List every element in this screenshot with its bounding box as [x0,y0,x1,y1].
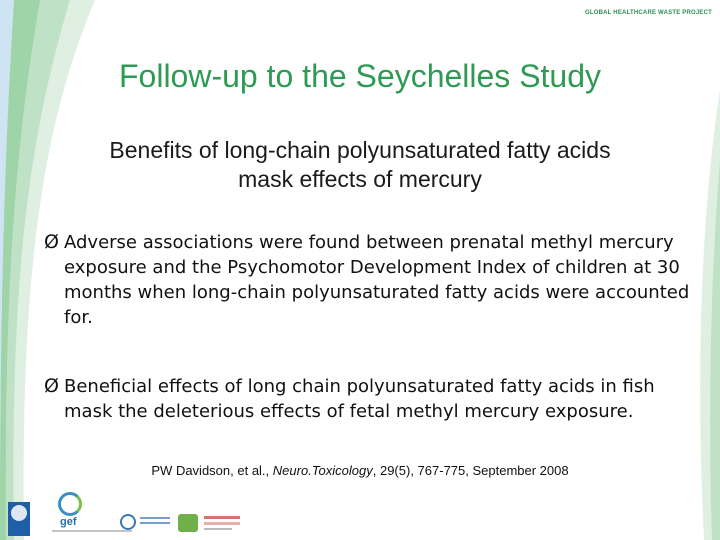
arrow-bullet-icon: Ø [44,375,59,397]
footer-logos [8,492,268,538]
arrow-bullet-icon: Ø [44,231,59,253]
citation-authors: PW Davidson, et al., [151,463,273,478]
bullet-item [44,374,694,424]
unep-logo-icon [204,514,244,532]
citation-details: , 29(5), 767-775, September 2008 [372,463,569,478]
subtitle-line-1: Benefits of long-chain polyunsaturated fatty acids [109,137,611,163]
slide-subtitle [30,136,690,194]
gef-logo-word: gef [60,516,77,528]
bullet-text: Beneficial effects of long chain polyunsaturated fatty acids in fish mask the deleterious effects of fetal methyl mercury exposure. [64,376,655,422]
project-label: GLOBAL HEALTHCARE WASTE PROJECT [585,10,712,16]
slide-title: Follow-up to the Seychelles Study [118,58,602,94]
citation [60,462,660,479]
who-logo-icon [120,514,170,532]
undp-logo-icon [8,502,30,536]
gef-logo-icon [52,492,88,536]
bullet-text: Adverse associations were found between prenatal methyl mercury exposure and the Psychomotor Development Index of children at 30 months when long-chain polyunsaturated fatty acids were accounted for. [64,232,690,328]
subtitle-line-2: mask effects of mercury [238,166,482,192]
hcwh-logo-icon [178,514,198,532]
bullet-item [44,230,694,330]
citation-journal: Neuro.Toxicology [272,463,373,478]
